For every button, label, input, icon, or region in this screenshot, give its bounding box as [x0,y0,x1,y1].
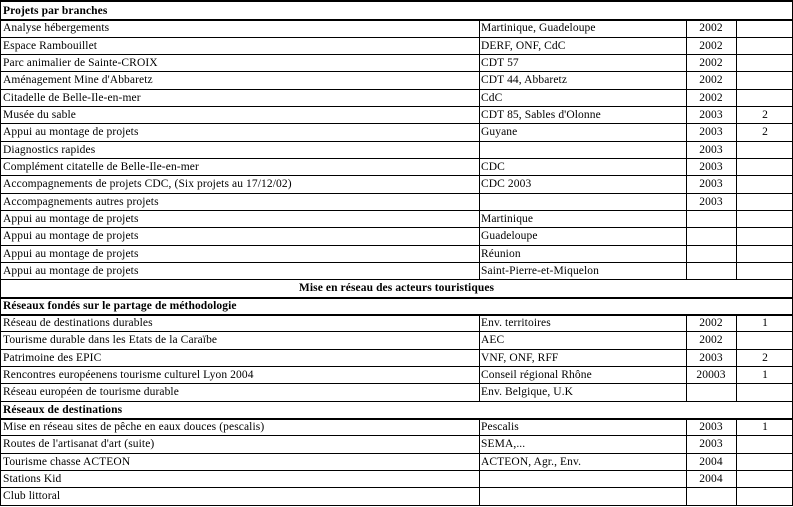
network-header-text: Mise en réseau des acteurs touristiques [298,282,495,294]
table-row [0,487,793,504]
partners-cell[interactable]: CDT 85, Sables d'Olonne [481,109,601,121]
project-name-cell[interactable]: Parc animalier de Sainte-CROIX [3,57,158,69]
table-row [0,262,793,279]
column-divider [479,71,480,89]
column-divider [686,54,687,71]
year-cell[interactable]: 2003 [699,144,723,156]
column-divider [686,37,687,54]
network-header [0,279,793,296]
column-divider [736,262,737,279]
project-name-cell[interactable]: Appui au montage de projets [3,248,139,260]
count-cell[interactable]: 2 [762,126,768,138]
column-divider [686,245,687,262]
project-name-cell[interactable]: Accompagnements autres projets [3,196,159,208]
table-row [0,435,793,452]
table-row [0,19,793,36]
column-divider [686,453,687,470]
section-header [0,2,793,19]
column-divider [686,418,687,435]
column-divider [736,158,737,175]
column-divider [736,193,737,210]
table-row [0,54,793,71]
column-divider [479,37,480,54]
year-cell[interactable]: 2002 [699,317,723,329]
partners-cell[interactable]: DERF, ONF, CdC [481,40,566,52]
year-cell[interactable]: 2004 [699,473,723,485]
column-divider [736,453,737,470]
project-name-cell[interactable]: Club littoral [3,490,61,502]
year-cell[interactable]: 2002 [699,334,723,346]
year-cell[interactable] [687,487,735,504]
year-cell[interactable]: 2002 [699,22,723,34]
column-divider [736,314,737,331]
project-name-cell[interactable]: Appui au montage de projets [3,126,139,138]
year-cell[interactable]: 2002 [699,40,723,52]
year-cell[interactable]: 2002 [699,92,723,104]
column-divider [479,418,480,435]
count-cell[interactable] [737,19,793,36]
partners-cell[interactable]: CDC 2003 [481,178,532,190]
column-divider [479,193,480,210]
count-cell[interactable] [737,71,793,88]
year-cell[interactable]: 2004 [699,456,723,468]
column-divider [686,349,687,366]
column-divider [479,19,480,37]
subsection-header [0,297,793,314]
column-divider [736,37,737,54]
column-divider [736,89,737,106]
year-cell[interactable] [687,210,735,227]
column-divider [686,314,687,331]
partners-cell[interactable]: Martinique [481,213,534,225]
count-cell[interactable] [737,210,793,227]
partners-cell[interactable] [481,141,685,158]
subsection-header [0,401,793,418]
year-cell[interactable]: 2003 [699,438,723,450]
count-cell[interactable] [737,141,793,158]
year-cell[interactable]: 20003 [696,369,726,381]
table-row [0,37,793,54]
column-divider [479,245,480,262]
year-cell[interactable] [687,383,735,400]
column-divider [736,54,737,71]
column-divider [686,71,687,89]
project-name-cell[interactable]: Aménagement Mine d'Abbaretz [3,74,153,86]
project-name-cell[interactable]: Appui au montage de projets [3,213,139,225]
column-divider [479,349,480,366]
column-divider [686,19,687,37]
partners-cell[interactable]: CDT 44, Abbaretz [481,74,568,86]
column-divider [686,175,687,193]
table-row [0,71,793,88]
year-cell[interactable]: 2003 [699,161,723,173]
project-name-cell[interactable]: Mise en réseau sites de pêche en eaux douces (pescalis) [3,421,265,433]
column-divider [479,141,480,158]
column-divider [736,210,737,227]
project-name-cell[interactable]: Espace Rambouillet [3,40,98,52]
column-divider [479,453,480,470]
project-name-cell[interactable]: Réseau de destinations durables [3,317,153,329]
project-name-cell[interactable]: Réseau européen de tourisme durable [3,386,179,398]
column-divider [736,418,737,435]
count-cell[interactable] [737,383,793,400]
column-divider [479,470,480,487]
column-divider [479,366,480,383]
column-divider [736,487,737,505]
table-row [0,314,793,331]
column-divider [479,314,480,331]
column-divider [686,193,687,210]
partners-cell[interactable]: Guadeloupe [481,230,538,242]
column-divider [736,470,737,487]
year-cell[interactable] [687,262,735,279]
column-divider [686,470,687,487]
count-cell[interactable] [737,245,793,262]
count-cell[interactable] [737,453,793,470]
count-cell[interactable] [737,158,793,175]
table-row [0,453,793,470]
project-name-cell[interactable]: Rencontres européenens tourisme culturel Lyon 2004 [3,369,254,381]
partners-cell[interactable]: VNF, ONF, RFF [481,352,559,364]
project-name-cell[interactable]: Complément citatelle de Belle-Ile-en-mer [3,161,199,173]
table-row [0,158,793,175]
partners-cell[interactable]: CDT 57 [481,57,519,69]
column-divider [686,383,687,401]
table-row [0,331,793,348]
year-cell[interactable]: 2003 [699,421,723,433]
project-name-cell[interactable]: Tourisme durable dans les Etats de la Caraïbe [3,334,218,346]
table-left-border [0,0,1,505]
column-divider [736,331,737,349]
project-name-cell[interactable]: Citadelle de Belle-Ile-en-mer [3,92,141,104]
partners-cell[interactable]: Guyane [481,126,518,138]
project-name-cell[interactable]: Musée du sable [3,109,76,121]
table-row [0,470,793,487]
column-divider [479,210,480,227]
column-divider [479,123,480,141]
table-row [0,366,793,383]
year-cell[interactable]: 2002 [699,74,723,86]
column-divider [479,54,480,71]
partners-cell[interactable] [481,193,685,210]
column-divider [479,106,480,123]
year-cell[interactable]: 2002 [699,57,723,69]
project-name-cell[interactable]: Patrimoine des EPIC [3,352,102,364]
year-cell[interactable]: 2003 [699,352,723,364]
column-divider [736,245,737,262]
partners-cell[interactable]: CdC [481,92,503,104]
column-divider [686,366,687,383]
partners-cell[interactable]: Conseil régional Rhône [481,369,592,381]
table-row [0,210,793,227]
project-name-cell[interactable]: Tourisme chasse ACTEON [3,456,131,468]
subsection-header-text: Réseaux fondés sur le partage de méthodologie [3,300,237,312]
project-name-cell[interactable]: Routes de l'artisanat d'art (suite) [3,438,155,450]
partners-cell[interactable]: Pescalis [481,421,519,433]
subsection-header-text: Réseaux de destinations [3,404,123,416]
project-name-cell[interactable]: Diagnostics rapides [3,144,96,156]
table-row [0,349,793,366]
column-divider [686,123,687,141]
column-divider [736,349,737,366]
section-header-text: Projets par branches [3,5,108,17]
count-cell[interactable]: 1 [762,317,768,329]
partners-cell[interactable] [481,470,685,487]
column-divider [479,158,480,175]
column-divider [479,175,480,193]
year-cell[interactable] [687,227,735,244]
year-cell[interactable]: 2003 [699,109,723,121]
partners-cell[interactable]: Réunion [481,248,521,260]
column-divider [736,383,737,401]
year-cell[interactable]: 2003 [699,196,723,208]
row-separator [0,505,793,506]
count-cell[interactable] [737,331,793,348]
column-divider [736,123,737,141]
table-row [0,141,793,158]
table-row [0,227,793,244]
column-divider [736,175,737,193]
column-divider [479,435,480,453]
partners-cell[interactable]: CDC [481,161,505,173]
count-cell[interactable] [737,487,793,504]
partners-cell[interactable]: SEMA,... [481,438,526,450]
column-divider [686,210,687,227]
count-cell[interactable] [737,54,793,71]
column-divider [686,262,687,279]
table-row [0,193,793,210]
partners-cell[interactable]: Env. Belgique, U.K [481,386,574,398]
table-row [0,106,793,123]
count-cell[interactable] [737,470,793,487]
project-name-cell[interactable]: Appui au montage de projets [3,230,139,242]
column-divider [736,141,737,158]
table-row [0,123,793,140]
column-divider [479,331,480,349]
column-divider [479,487,480,505]
column-divider [479,89,480,106]
project-name-cell[interactable]: Analyse hébergements [3,22,110,34]
partners-cell[interactable] [481,487,685,504]
partners-cell[interactable]: ACTEON, Agr., Env. [481,456,582,468]
project-name-cell[interactable]: Accompagnements de projets CDC, (Six projets au 17/12/02) [3,178,292,190]
column-divider [736,435,737,453]
project-name-cell[interactable]: Stations Kid [3,473,62,485]
partners-cell[interactable]: Env. territoires [481,317,551,329]
count-cell[interactable]: 2 [762,109,768,121]
column-divider [736,366,737,383]
table-row [0,383,793,400]
table-row [0,245,793,262]
column-divider [736,106,737,123]
column-divider [686,227,687,245]
column-divider [736,71,737,89]
column-divider [479,262,480,279]
partners-cell[interactable]: Saint-Pierre-et-Miquelon [481,265,600,277]
column-divider [686,435,687,453]
column-divider [686,331,687,349]
column-divider [686,487,687,505]
count-cell[interactable] [737,262,793,279]
year-cell[interactable]: 2003 [699,178,723,190]
year-cell[interactable] [687,245,735,262]
count-cell[interactable]: 1 [762,369,768,381]
column-divider [686,141,687,158]
count-cell[interactable] [737,227,793,244]
count-cell[interactable] [737,37,793,54]
table-row [0,89,793,106]
column-divider [686,158,687,175]
project-name-cell[interactable]: Appui au montage de projets [3,265,139,277]
table-row [0,175,793,192]
column-divider [479,383,480,401]
count-cell[interactable]: 2 [762,352,768,364]
count-cell[interactable]: 1 [762,421,768,433]
column-divider [686,106,687,123]
count-cell[interactable] [737,89,793,106]
count-cell[interactable] [737,175,793,192]
table-row [0,418,793,435]
column-divider [736,227,737,245]
count-cell[interactable] [737,193,793,210]
column-divider [686,89,687,106]
year-cell[interactable]: 2003 [699,126,723,138]
column-divider [479,227,480,245]
column-divider [736,19,737,37]
partners-cell[interactable]: Martinique, Guadeloupe [481,22,596,34]
partners-cell[interactable]: AEC [481,334,505,346]
count-cell[interactable] [737,435,793,452]
